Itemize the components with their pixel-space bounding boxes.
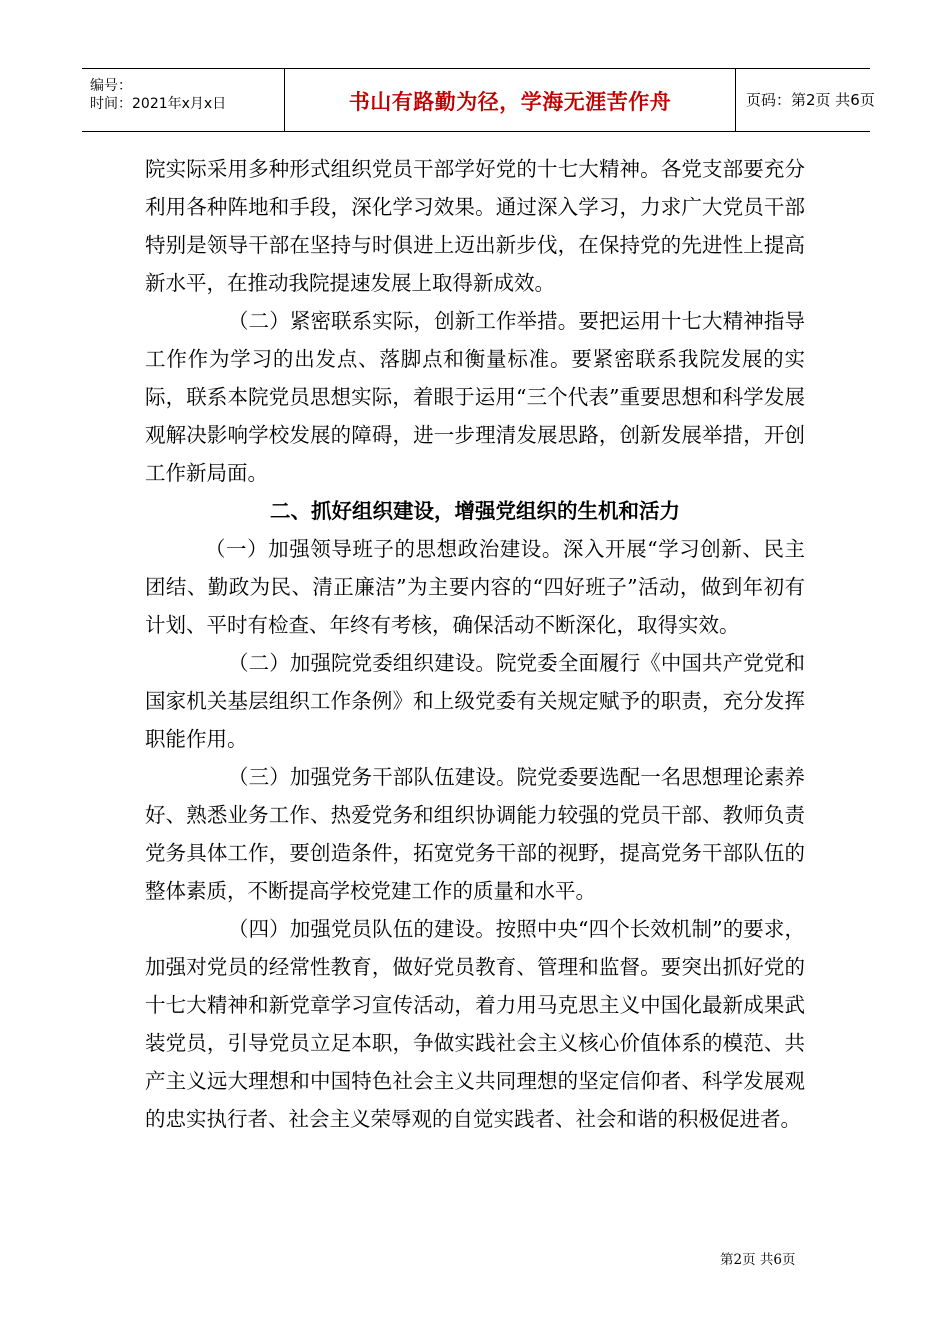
document-body <box>145 150 805 1138</box>
paragraph-party-cadres: （三）加强党务干部队伍建设。院党委要选配一名思想理论素养好、熟悉业务工作、热爱党务和组织协调能力较强的党员干部、教师负责党务具体工作，要创造条件，拓宽党务干部的视野，提高党务干部队伍的整体素质，不断提高学校党建工作的质量和水平。 <box>145 765 805 903</box>
section-heading: 二、抓好组织建设，增强党组织的生机和活力 <box>270 499 680 523</box>
paragraph-party-committee: （二）加强院党委组织建设。院党委全面履行《中国共产党党和国家机关基层组织工作条例》和上级党委有关规定赋予的职责，充分发挥职能作用。 <box>145 651 805 751</box>
serial-number-label: 编号： <box>90 78 132 94</box>
date-label: 时间：2021年x月x日 <box>90 96 227 112</box>
header-meta <box>82 69 284 131</box>
motto: 书山有路勤为径，学海无涯苦作舟 <box>348 90 672 114</box>
page-footer: 第2页 共6页 <box>720 1252 796 1268</box>
header-page-cell <box>736 69 875 131</box>
paragraph-continuation: 院实际采用多种形式组织党员干部学好党的十七大精神。各党支部要充分利用各种阵地和手段，深化学习效果。通过深入学习，力求广大党员干部特别是领导干部在坚持与时俱进上迈出新步伐，在保持党的先进性上提高新水平，在推动我院提速发展上取得新成效。 <box>145 157 805 295</box>
header-motto-cell <box>284 69 736 131</box>
header-page-info: 页码：第2页 共6页 <box>746 91 875 109</box>
paragraph-practice-innovation: （二）紧密联系实际，创新工作举措。要把运用十七大精神指导工作作为学习的出发点、落脚点和衡量标准。要紧密联系我院发展的实际，联系本院党员思想实际，着眼于运用“三个代表”重要思想和科学发展观解决影响学校发展的障碍，进一步理清发展思路，创新发展举措，开创工作新局面。 <box>145 309 805 485</box>
paragraph-leadership-building: （一）加强领导班子的思想政治建设。深入开展“学习创新、民主团结、勤政为民、清正廉洁”为主要内容的“四好班子”活动，做到年初有计划、平时有检查、年终有考核，确保活动不断深化，取得实效。 <box>145 537 805 637</box>
paragraph-party-members: （四）加强党员队伍的建设。按照中央“四个长效机制”的要求，加强对党员的经常性教育，做好党员教育、管理和监督。要突出抓好党的十七大精神和新党章学习宣传活动，着力用马克思主义中国化最新成果武装党员，引导党员立足本职，争做实践社会主义核心价值体系的模范、共产主义远大理想和中国特色社会主义共同理想的坚定信仰者、科学发展观的忠实执行者、社会主义荣辱观的自觉实践者、社会和谐的积极促进者。 <box>145 917 805 1131</box>
page-header <box>82 68 875 132</box>
